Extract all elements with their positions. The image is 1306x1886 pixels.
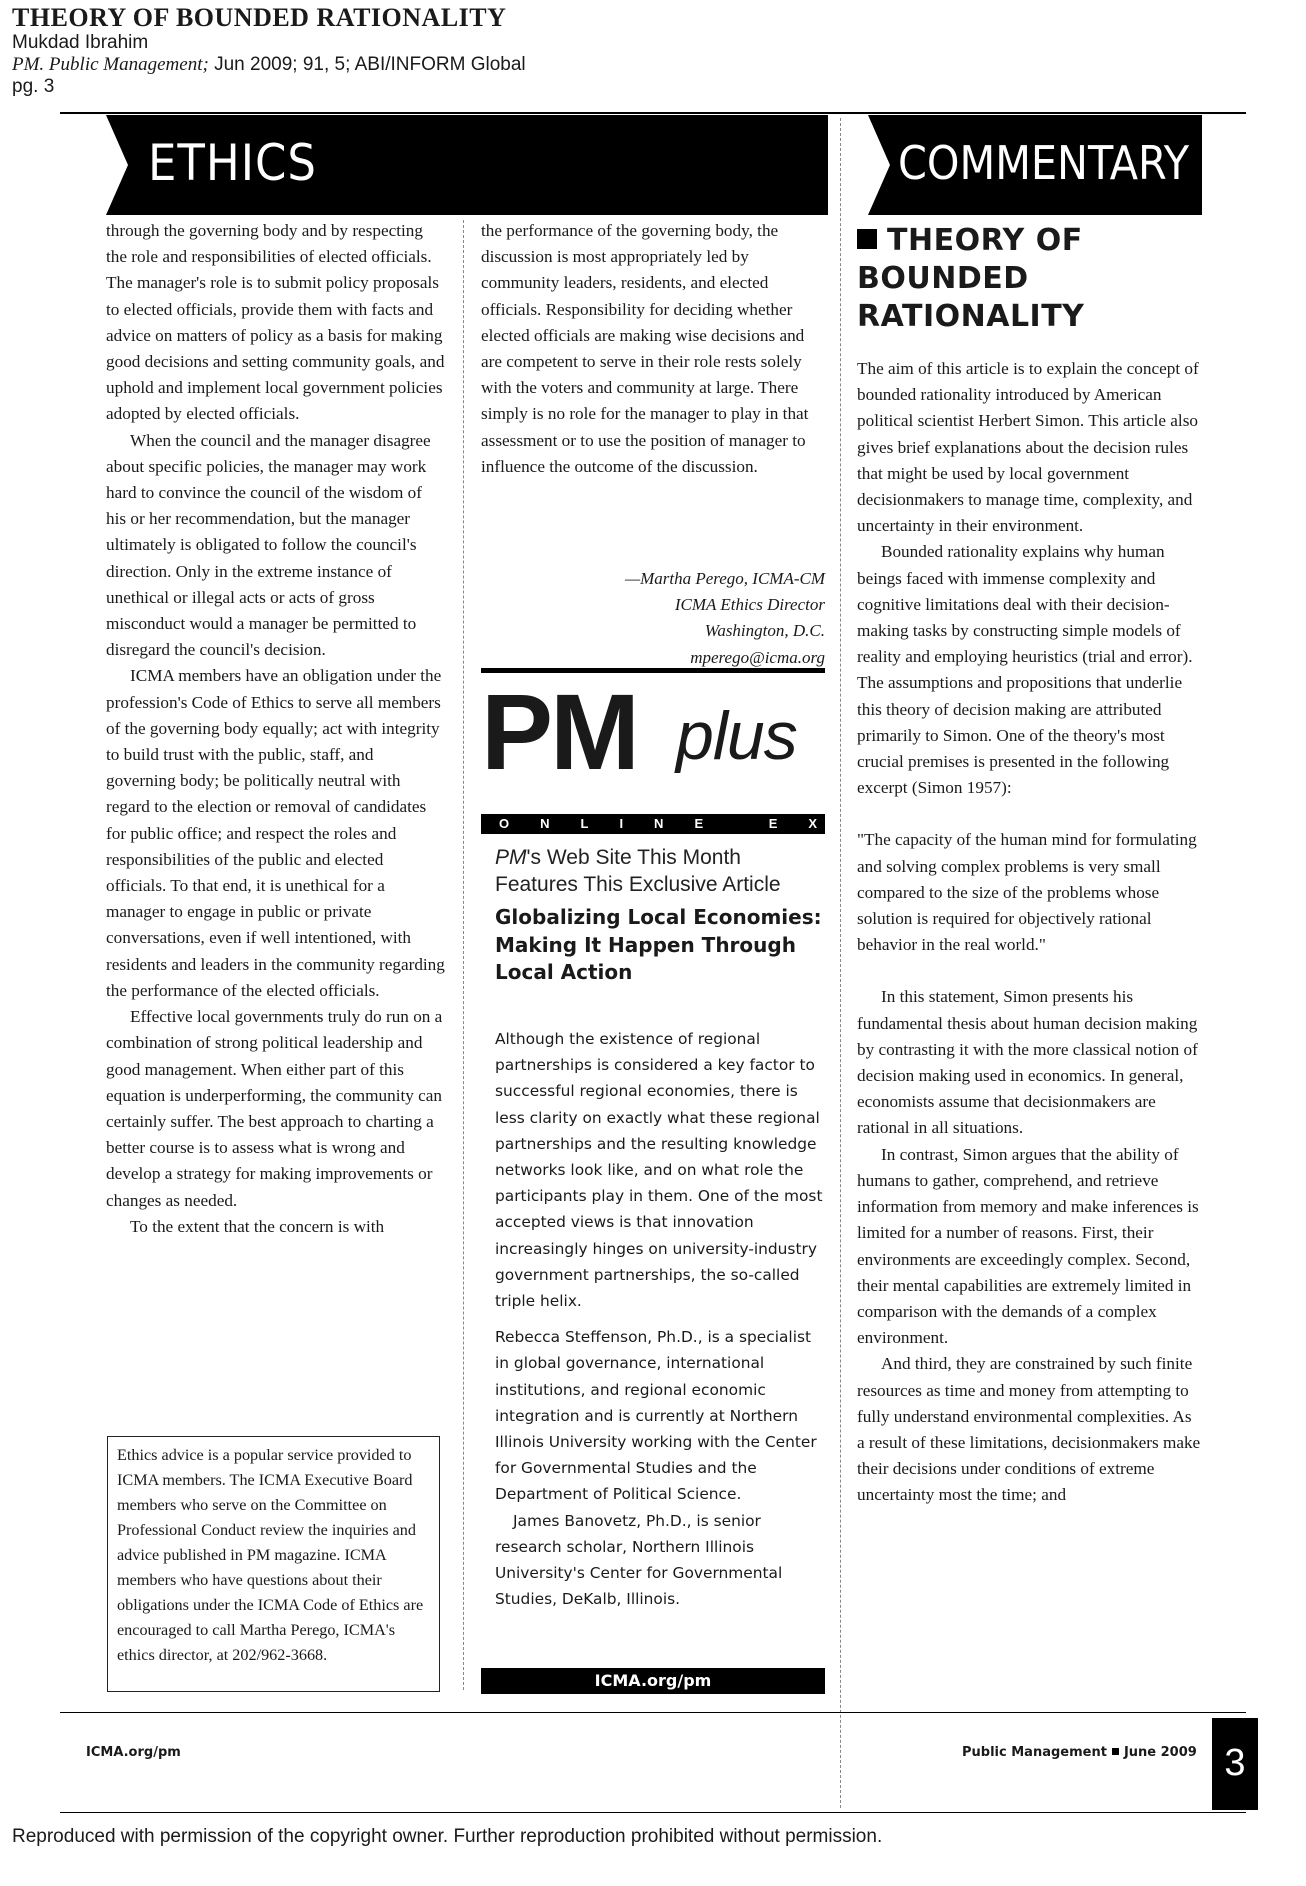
pm-subtitle-rest: 's Web Site This Month Features This Exclusive Article <box>495 846 781 896</box>
paragraph: James Banovetz, Ph.D., is senior research scholar, Northern Illinois University's Center for Governmental Studies, DeKalb, Illinois. <box>495 1511 783 1609</box>
pm-logo-text: PM <box>481 671 637 792</box>
document-header <box>12 4 1292 98</box>
ethics-band <box>106 115 828 215</box>
arrow-right-icon <box>868 115 890 215</box>
footer-date: June 2009 <box>1123 1745 1197 1760</box>
square-bullet-icon <box>857 229 877 249</box>
paragraph: In this statement, Simon presents his fundamental thesis about human decision making by contrasting it with the more classical notion of decision making used in economics. In general, economists assume that decisionmakers are rational in all situations. <box>857 987 1198 1138</box>
paragraph: To the extent that the concern is with <box>130 1216 385 1236</box>
pm-plus-logo <box>481 671 825 792</box>
page-line: pg. 3 <box>12 76 55 97</box>
pm-plus-subtitle <box>495 844 825 898</box>
square-bullet-icon <box>1112 1748 1119 1755</box>
footer-url: ICMA.org/pm <box>86 1745 181 1760</box>
paragraph: And third, they are constrained by such finite resources as time and money from attempting to fully understand environmental complexities. As a result of these limitations, decisionmakers make their decisions under conditions of extreme uncertainty most the time; and <box>857 1354 1201 1505</box>
quote: "The capacity of the human mind for formulating and solving complex problems is very small compared to the size of the problems whose solution is required for objectively rational behavior in the real world." <box>857 830 1197 955</box>
pm-plus-url-bar[interactable]: ICMA.org/pm <box>481 1668 825 1694</box>
paragraph: Rebecca Steffenson, Ph.D., is a specialist in global governance, international institutions, and regional economic integration and is currently at Northern Illinois University working with the Center for Governmental Studies and the Department of Political Science. <box>495 1328 817 1504</box>
footer-magazine: Public Management <box>962 1745 1107 1760</box>
pm-plus-headline: Globalizing Local Economies: Making It Happen Through Local Action <box>495 905 822 984</box>
paragraph: Although the existence of regional partnerships is considered a key factor to successful regional economies, there is less clarity on exactly what these regional partnerships and the resulting knowledge networks look like, and on what role the participants play in them. One of the most accepted views is that innovation increasingly hinges on university-industry government partnerships, the so-called triple helix. <box>495 1030 823 1311</box>
ethics-column-1 <box>106 218 446 1240</box>
bottom-rule <box>60 1812 1246 1813</box>
paragraph: through the governing body and by respecting the role and responsibilities of elected officials. The manager's role is to submit policy proposals to elected officials, provide them with facts and advice on matters of policy as a basis for making good decisions and setting community goals, and uphold and implement local government policies adopted by elected officials. <box>106 221 445 424</box>
reproduction-notice: Reproduced with permission of the copyright owner. Further reproduction prohibited without permission. <box>12 1826 883 1847</box>
signature-block <box>481 566 825 671</box>
ethics-column-2 <box>481 218 825 480</box>
source-details: Jun 2009; 91, 5; ABI/INFORM Global <box>208 54 526 75</box>
paragraph: the performance of the governing body, the discussion is most appropriately led by community leaders, residents, and elected officials. Responsibility for deciding whether elected officials are making wise decisions and are competent to serve in their role rests solely with the voters and community at large. There simply is no role for the manager to play in that assessment or to use the position of manager to influence the outcome of the discussion. <box>481 221 809 476</box>
pm-italic: PM <box>495 846 527 869</box>
column-divider <box>463 220 464 1690</box>
paragraph: Effective local governments truly do run on a combination of strong political leadership and good management. When either part of this equation is underperforming, the community can certainly suffer. The best approach to charting a better course is to assess what is wrong and develop a strategy for making improvements or changes as needed. <box>106 1007 443 1210</box>
pm-plus-body <box>495 1026 825 1612</box>
page-number: 3 <box>1212 1718 1258 1810</box>
footer-publication <box>962 1745 1197 1760</box>
paragraph: Bounded rationality explains why human beings faced with immense complexity and cognitive limitations deal with their decision-making tasks by constructing simple models of reality and employing heuristics (trial and error). The assumptions and propositions that underlie this theory of decision making are attributed primarily to Simon. One of the theory's most crucial premises is presented in the following excerpt (Simon 1957): <box>857 542 1193 798</box>
footer-rule <box>60 1712 1246 1713</box>
paragraph: In contrast, Simon argues that the ability of humans to gather, comprehend, and retrieve information from memory and make inferences is limited for a number of reasons. First, their environments are exceedingly complex. Second, their mental capabilities are extremely limited in comparison with the demands of a complex environment. <box>857 1144 1199 1348</box>
paragraph: When the council and the manager disagree about specific policies, the manager may work hard to convince the council of the wisdom of his or her recommendation, but the manager ultimately is obligated to follow the council's direction. Only in the extreme instance of unethical or illegal acts or acts of gross misconduct would a manager be permitted to disregard the council's decision. <box>106 430 431 660</box>
plus-logo-text: plus <box>676 698 797 774</box>
author-line: Mukdad Ibrahim <box>12 32 149 53</box>
signature-email: mperego@icma.org <box>690 647 825 667</box>
source-line <box>12 54 1292 76</box>
commentary-band <box>868 115 1202 215</box>
article-title: THEORY OF BOUNDED RATIONALITY <box>12 3 507 32</box>
signature-place: Washington, D.C. <box>704 621 825 641</box>
ethics-advice-box: Ethics advice is a popular service provided to ICMA members. The ICMA Executive Board members who serve on the Committee on Professional Conduct review the inquiries and advice published in PM magazine. ICMA members who have questions about their obligations under the ICMA Code of Ethics are encouraged to call Martha Perego, ICMA's ethics director, at 202/962-3668. <box>107 1436 440 1692</box>
signature-name: —Martha Perego, ICMA-CM <box>624 569 825 588</box>
commentary-label: COMMENTARY <box>898 136 1190 190</box>
column-divider <box>840 118 841 1808</box>
online-extra-bar: ONLINE EXTRA <box>481 814 825 834</box>
source-journal: PM. Public Management; <box>12 54 209 75</box>
arrow-right-icon <box>106 115 128 215</box>
signature-title: ICMA Ethics Director <box>674 595 825 615</box>
paragraph: ICMA members have an obligation under the profession's Code of Ethics to serve all members of the governing body equally; act with integrity to build trust with the public, staff, and governing body; be politically neutral with regard to the election or removal of candidates for public office; and respect the roles and responsibilities of the public and elected officials. To that end, it is unethical for a manager to engage in public or private conversations, even if well intentioned, with residents and leaders in the community regarding the performance of the elected officials. <box>106 666 445 1000</box>
commentary-title <box>857 222 1202 336</box>
ethics-label: ETHICS <box>148 134 317 192</box>
commentary-title-text: THEORY OF BOUNDED RATIONALITY <box>857 223 1085 334</box>
paragraph: The aim of this article is to explain the concept of bounded rationality introduced by American political scientist Herbert Simon. This article also gives brief explanations about the decision rules that might be used by local government decisionmakers to manage time, complexity, and uncertainty in their environment. <box>857 359 1199 536</box>
commentary-column <box>857 356 1202 1509</box>
